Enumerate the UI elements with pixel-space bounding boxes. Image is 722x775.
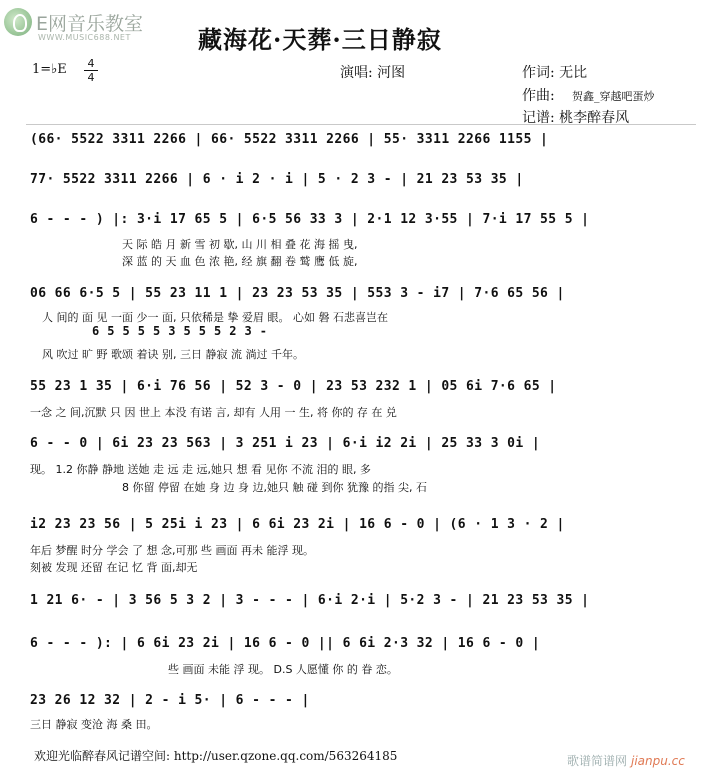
lyric-line: 刻被 发现 还留 在记 忆 背 面,却无 — [30, 561, 198, 574]
time-signature-top: 4 — [87, 57, 95, 70]
lyric-line: 天 际 皓 月 新 雪 初 歇, 山 川 相 叠 花 海 摇 曳, — [122, 238, 358, 251]
key-signature: 1=♭E — [32, 62, 67, 77]
footer-link-text: 欢迎光临醉春风记谱空间: http://user.qzone.qq.com/563264185 — [34, 749, 398, 763]
lyric-line: 现。 1.2 你静 静地 送她 走 远 走 远,她只 想 看 见你 不流 泪的 眼, 多 — [30, 463, 371, 476]
score-line: 1 21 6· - | 3 56 5 3 2 | 3 - - - | 6·i 2·i | 5·2 3 - | 21 23 53 35 | — [30, 593, 590, 608]
lyric-line: 风 吹过 旷 野 歌颂 着诀 别, 三日 静寂 流 淌过 千年。 — [42, 348, 304, 361]
score-line: 6 5 5 5 5 3 5 5 5 2 3 - — [92, 324, 268, 338]
lyric-line: 深 蓝 的 天 血 色 浓 艳, 经 旗 翻 卷 鹫 鹰 低 旋, — [122, 255, 358, 268]
time-signature-bottom: 4 — [87, 71, 95, 84]
score-line: 6 - - - ): | 6 6i 23 2i | 16 6 - 0 || 6 6i 2·3 32 | 16 6 - 0 | — [30, 636, 541, 651]
singer-credit: 演唱: 河图 — [340, 65, 406, 81]
music-note-logo-icon — [4, 8, 32, 36]
lyric-line: 些 画面 未能 浮 现。 D.S 人愿懂 你 的 眷 恋。 — [168, 663, 398, 676]
watermark-en: jianpu.cc — [631, 754, 685, 768]
transcriber-credit: 记谱: 桃李醉春风 — [522, 110, 630, 126]
score-line: 6 - - - ) |: 3·i 17 65 5 | 6·5 56 33 3 | 2·1 12 3·55 | 7·i 17 55 5 | — [30, 212, 590, 227]
site-logo — [4, 8, 143, 36]
composer-label: 作曲: — [522, 88, 555, 104]
watermark-cn: 歌谱简谱网 — [567, 754, 628, 768]
score-line: 6 - - 0 | 6i 23 23 563 | 3 251 i 23 | 6·i i2 2i | 25 33 3 0i | — [30, 436, 541, 451]
lyric-line: 人 间的 面 见 一面 少一 面, 只依稀是 挚 爱眉 眼。 心如 磐 石悲喜岂在 — [42, 311, 388, 324]
lyricist-credit: 作词: 无比 — [522, 65, 588, 81]
time-signature — [84, 58, 98, 83]
composer-credit: 贺鑫_穿越吧蛋炒 — [572, 90, 655, 103]
score-line: 55 23 1 35 | 6·i 76 56 | 52 3 - 0 | 23 53 232 1 | 05 6i 7·6 65 | — [30, 379, 557, 394]
site-watermark — [567, 752, 685, 769]
score-line: (66· 5522 3311 2266 | 66· 5522 3311 2266 | 55· 3311 2266 1155 | — [30, 132, 549, 147]
score-line: i2 23 23 56 | 5 25i i 23 | 6 6i 23 2i | 16 6 - 0 | (6 · 1 3 · 2 | — [30, 517, 565, 532]
song-title: 藏海花·天葬·三日静寂 — [198, 25, 442, 54]
lyric-line: 8 你留 停留 在她 身 边 身 边,她只 触 碰 到你 犹豫 的指 尖, 石 — [122, 481, 427, 494]
logo-subtext: WWW.MUSIC688.NET — [38, 33, 131, 42]
lyric-line: 年后 梦醒 时分 学会 了 想 念,可那 些 画面 再未 能浮 现。 — [30, 544, 314, 557]
lyric-line: 一念 之 间,沉默 只 因 世上 本没 有诺 言, 却有 人用 一 生, 将 你的 存 在 兑 — [30, 406, 397, 419]
score-line: 06 66 6·5 5 | 55 23 11 1 | 23 23 53 35 | 553 3 - i7 | 7·6 65 56 | — [30, 286, 565, 301]
logo-text: E网音乐教室 — [36, 12, 144, 35]
score-line: 77· 5522 3311 2266 | 6 · i 2 · i | 5 · 2 3 - | 21 23 53 35 | — [30, 172, 524, 187]
lyric-line: 三日 静寂 变沧 海 桑 田。 — [30, 718, 158, 731]
score-line: 23 26 12 32 | 2 - i 5· | 6 - - - | — [30, 693, 310, 708]
